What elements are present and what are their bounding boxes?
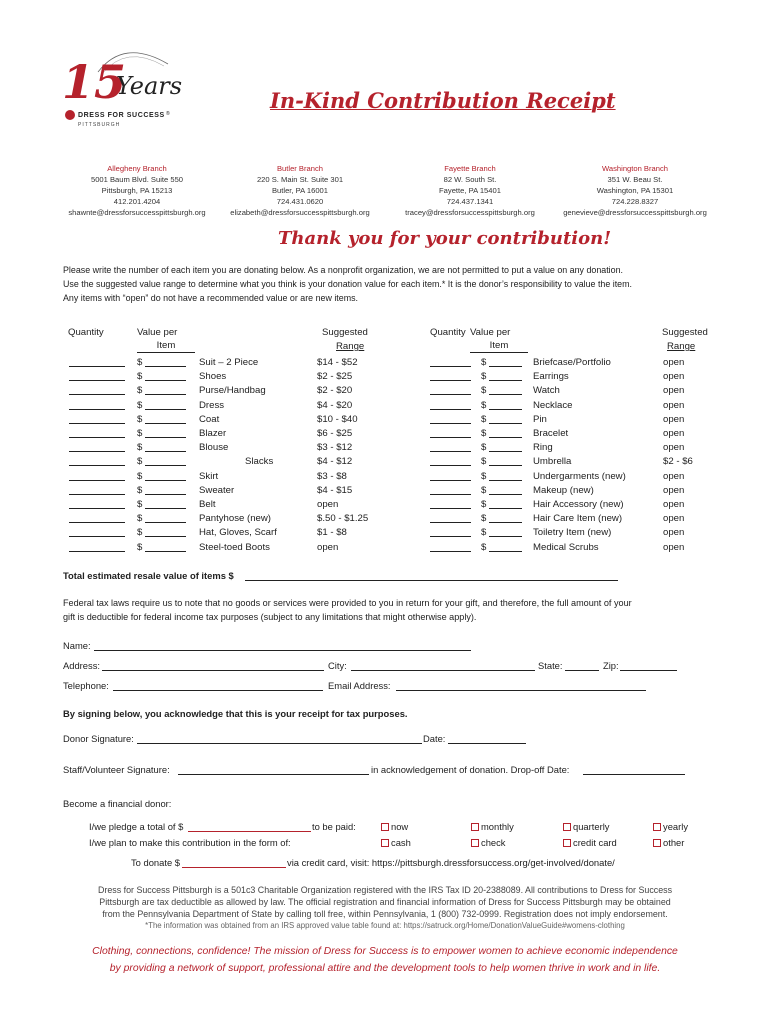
quantity-input[interactable] [430, 384, 471, 395]
yearly-label: yearly [663, 821, 689, 832]
quarterly-label: quarterly [573, 821, 610, 832]
item-range: $10 - $40 [317, 413, 358, 425]
dress-for-success-logo [58, 44, 190, 132]
dollar-sign: $ [137, 456, 143, 468]
branch-name: Allegheny Branch [107, 164, 167, 173]
header-quantity: Quantity [68, 327, 104, 338]
monthly-label: monthly [481, 821, 514, 832]
item-name: Purse/Handbag [199, 385, 266, 397]
item-name: Belt [199, 499, 216, 510]
option-now[interactable] [381, 821, 408, 832]
name-label: Name: [63, 640, 91, 651]
footer-line-3: from the Pennsylvania Department of State by calling toll free, within Pennsylvania, 1 (800) 732-0999. Registration does not imply endorsement. [102, 909, 668, 919]
dollar-sign: $ [481, 428, 487, 439]
tax-note-line-2: gift is deductible for federal income tax purposes (subject to any limitations that might otherwise apply). [63, 612, 477, 622]
check-label: check [481, 837, 506, 848]
address-input[interactable] [102, 670, 324, 671]
branch-phone: 724.437.1341 [446, 197, 494, 206]
quantity-input[interactable] [430, 441, 471, 452]
value-input[interactable] [489, 370, 522, 381]
zip-label: Zip: [603, 660, 619, 671]
table-row [0, 512, 770, 526]
branch-washington [550, 163, 720, 218]
dollar-sign: $ [137, 470, 143, 482]
branch-allegheny [52, 163, 222, 218]
acknowledgement-label: in acknowledgement of donation. Drop-off Date: [371, 764, 570, 775]
dollar-sign: $ [137, 499, 143, 510]
mission-line-1: Clothing, connections, confidence! The mission of Dress for Success is to empower women to achieve economic independence [92, 946, 678, 957]
item-name: Hat, Gloves, Scarf [199, 527, 277, 539]
value-input[interactable] [489, 413, 522, 424]
value-input[interactable] [489, 384, 522, 395]
item-range: $.50 - $1.25 [317, 513, 369, 525]
donate-amount-input[interactable] [182, 867, 286, 868]
logo-years: Years [116, 72, 183, 100]
branch-butler [215, 163, 385, 218]
email-input[interactable] [396, 690, 646, 691]
dollar-sign: $ [137, 385, 143, 397]
header-range [336, 340, 364, 354]
item-name: Earrings [533, 371, 569, 383]
branch-email[interactable]: shawnte@dressforsuccesspittsburgh.org [68, 208, 206, 217]
telephone-label: Telephone: [63, 680, 109, 691]
branch-address-line1: 351 W. Beau St. [607, 175, 663, 184]
dollar-sign: $ [481, 541, 487, 553]
page-title: In-Kind Contribution Receipt [270, 88, 616, 113]
dollar-sign: $ [137, 513, 143, 525]
footnote: *The information was obtained from an IRS approved value table found at: https://satruck.org/Home/DonationValueGuide#womens-clothing [145, 921, 625, 930]
dollar-sign: $ [481, 371, 487, 383]
item-range: $14 - $52 [317, 357, 358, 368]
branch-email[interactable]: elizabeth@dressforsuccesspittsburgh.org [230, 208, 370, 217]
item-name: Toiletry Item (new) [533, 527, 612, 539]
item-range: open [663, 385, 685, 397]
donate-label: To donate $ [131, 857, 180, 868]
item-range: $6 - $25 [317, 428, 353, 439]
logo-city: PITTSBURGH [78, 122, 121, 128]
donor-signature-input[interactable] [137, 743, 422, 744]
thank-you-heading: Thank you for your contribution! [278, 228, 612, 249]
quantity-input[interactable] [430, 498, 471, 509]
table-row [0, 413, 770, 427]
branch-phone: 412.201.4204 [113, 197, 161, 206]
header-suggested-right: Suggested [662, 327, 708, 338]
branch-name: Butler Branch [276, 164, 323, 173]
dollar-sign: $ [481, 399, 487, 411]
item-range: $4 - $15 [317, 484, 353, 496]
intro-line-2: Use the suggested value range to determine what you think is your donation value for each item.* It is the donor’s responsibility to value the item. [63, 279, 632, 289]
header-value-per: Value per [137, 327, 178, 338]
item-range: open [663, 442, 685, 454]
value-input[interactable] [489, 526, 522, 537]
option-monthly[interactable] [471, 821, 514, 832]
total-input[interactable] [245, 580, 618, 581]
item-name: Dress [199, 399, 225, 411]
logo-reg: ® [166, 111, 170, 117]
credit-card-checkbox[interactable] [563, 839, 571, 847]
item-range: open [663, 513, 685, 525]
quantity-input[interactable] [430, 541, 471, 552]
quantity-input[interactable] [430, 370, 471, 381]
logo-15: 15 [62, 55, 127, 109]
table-row [0, 484, 770, 498]
dollar-sign: $ [137, 357, 143, 368]
become-donor-label: Become a financial donor: [63, 798, 172, 809]
item-name: Blazer [199, 428, 227, 439]
pledge-amount-input[interactable] [188, 831, 311, 832]
item-range: open [663, 428, 685, 439]
item-range: open [663, 357, 685, 368]
item-range: open [317, 499, 339, 510]
dollar-sign: $ [481, 442, 487, 454]
item-name: Bracelet [533, 428, 569, 439]
option-credit-card[interactable] [563, 837, 617, 848]
date-input[interactable] [448, 743, 526, 744]
other-label: other [663, 837, 685, 848]
cash-label: cash [391, 837, 411, 848]
item-range: open [663, 499, 685, 510]
item-name: Hair Accessory (new) [533, 499, 624, 510]
donor-signature-label: Donor Signature: [63, 733, 134, 744]
staff-signature-input[interactable] [178, 774, 369, 775]
header-item: Item [137, 340, 195, 353]
city-label: City: [328, 660, 347, 671]
item-name: Sweater [199, 484, 235, 496]
mission-line-2: by providing a network of support, professional attire and the development tools to help women thrive in work and in life. [109, 963, 661, 974]
dollar-sign: $ [481, 413, 487, 425]
item-name: Blouse [199, 442, 229, 454]
branch-email[interactable]: genevieve@dressforsuccesspittsburgh.org [563, 208, 707, 217]
zip-input[interactable] [620, 670, 677, 671]
item-name: Undergarments (new) [533, 470, 626, 482]
header-range-text: Range [336, 341, 365, 352]
email-label: Email Address: [328, 680, 391, 691]
value-input[interactable] [489, 541, 522, 552]
header-range-right [667, 340, 695, 354]
header-range-right-text: Range [667, 341, 696, 352]
dollar-sign: $ [481, 499, 487, 510]
item-range: open [317, 541, 339, 553]
branch-address-line2: Butler, PA 16001 [271, 186, 328, 195]
dollar-sign: $ [137, 399, 143, 411]
item-name: Watch [533, 385, 560, 397]
quantity-input[interactable] [430, 413, 471, 424]
dollar-sign: $ [137, 442, 143, 454]
total-label: Total estimated resale value of items $ [63, 570, 234, 581]
quantity-input[interactable] [430, 399, 471, 410]
item-range: open [663, 527, 685, 539]
monthly-checkbox[interactable] [471, 823, 479, 831]
dollar-sign: $ [137, 428, 143, 439]
item-name: Medical Scrubs [533, 541, 599, 553]
plan-label: I/we plan to make this contribution in the form of: [89, 837, 291, 848]
quantity-input[interactable] [430, 427, 471, 438]
footer-line-1: Dress for Success Pittsburgh is a 501c3 Charitable Organization registered with the IRS Tax ID 20-2388089. All contributions to Dress for Success [97, 885, 673, 895]
check-checkbox[interactable] [471, 839, 479, 847]
staff-signature-label: Staff/Volunteer Signature: [63, 764, 170, 775]
branch-address-line2: Fayette, PA 15401 [439, 186, 501, 195]
option-yearly[interactable] [653, 821, 688, 832]
quarterly-checkbox[interactable] [563, 823, 571, 831]
item-name: Umbrella [533, 456, 572, 468]
quantity-input[interactable] [430, 484, 471, 495]
item-range: $3 - $8 [317, 470, 347, 482]
item-range: open [663, 371, 685, 383]
item-name: Briefcase/Portfolio [533, 357, 611, 368]
item-name: Necklace [533, 399, 573, 411]
branch-address-line1: 220 S. Main St. Suite 301 [256, 175, 344, 184]
table-row [0, 455, 770, 469]
value-input[interactable] [489, 399, 522, 410]
footer-line-2: Pittsburgh are tax deductible as allowed by law. The official registration and financial information of Dress for Success Pittsburgh may be obtained [99, 897, 671, 907]
dollar-sign: $ [137, 371, 143, 383]
option-quarterly[interactable] [563, 821, 609, 832]
item-name: Coat [199, 413, 220, 425]
quantity-input[interactable] [430, 512, 471, 523]
quantity-input[interactable] [430, 455, 471, 466]
signing-note: By signing below, you acknowledge that this is your receipt for tax purposes. [63, 708, 408, 719]
intro-line-1: Please write the number of each item you are donating below. As a nonprofit organization, we are not permitted to put a value on any donation. [63, 265, 623, 275]
value-input[interactable] [489, 512, 522, 523]
item-range: open [663, 399, 685, 411]
cash-checkbox[interactable] [381, 839, 389, 847]
item-range: open [663, 470, 685, 482]
value-input[interactable] [489, 441, 522, 452]
table-row [0, 399, 770, 413]
dollar-sign: $ [137, 484, 143, 496]
value-input[interactable] [489, 484, 522, 495]
branch-fayette [385, 163, 555, 218]
tax-note-line-1: Federal tax laws require us to note that no goods or services were provided to you in return for your gift, and therefore, the full amount of your [63, 598, 632, 608]
table-row [0, 356, 770, 370]
dollar-sign: $ [137, 541, 143, 553]
value-input[interactable] [489, 470, 522, 481]
table-row [0, 427, 770, 441]
branch-address-line1: 82 W. South St. [443, 175, 497, 184]
quantity-input[interactable] [430, 356, 471, 367]
table-row [0, 498, 770, 512]
item-range: $2 - $6 [663, 456, 693, 468]
state-input[interactable] [565, 670, 599, 671]
dollar-sign: $ [137, 413, 143, 425]
table-row [0, 526, 770, 540]
item-name: Shoes [199, 371, 227, 383]
dropoff-date-input[interactable] [583, 774, 685, 775]
dollar-sign: $ [481, 484, 487, 496]
paid-label: to be paid: [312, 821, 356, 832]
date-label: Date: [423, 733, 446, 744]
credit-card-label: credit card [573, 837, 617, 848]
branch-address-line2: Pittsburgh, PA 15213 [101, 186, 173, 195]
branch-email[interactable]: tracey@dressforsuccesspittsburgh.org [405, 208, 535, 217]
now-checkbox[interactable] [381, 823, 389, 831]
header-suggested: Suggested [322, 327, 368, 338]
item-range: open [663, 413, 685, 425]
header-value-per-right: Value per [470, 327, 511, 338]
value-input[interactable] [489, 356, 522, 367]
item-range: $3 - $12 [317, 442, 353, 454]
item-name: Steel-toed Boots [199, 541, 270, 553]
telephone-input[interactable] [113, 690, 323, 691]
branch-phone: 724.228.8327 [611, 197, 659, 206]
dollar-sign: $ [481, 527, 487, 539]
brand-mark-icon [65, 110, 75, 120]
table-row [0, 541, 770, 555]
option-cash[interactable] [381, 837, 411, 848]
logo-graphic [58, 44, 190, 132]
table-row [0, 370, 770, 384]
value-input[interactable] [489, 427, 522, 438]
item-name: Skirt [199, 470, 219, 482]
quantity-input[interactable] [430, 526, 471, 537]
logo-brand: DRESS FOR SUCCESS [78, 112, 165, 119]
address-label: Address: [63, 660, 100, 671]
table-row [0, 470, 770, 484]
item-name: Suit – 2 Piece [199, 357, 259, 368]
item-name: Ring [533, 442, 553, 454]
header-item-right: Item [470, 340, 528, 353]
item-range: $2 - $25 [317, 371, 353, 383]
branch-name: Fayette Branch [444, 164, 496, 173]
value-input[interactable] [489, 455, 522, 466]
city-input[interactable] [351, 670, 535, 671]
quantity-input[interactable] [430, 470, 471, 481]
dollar-sign: $ [481, 357, 487, 368]
branch-address-line1: 5001 Baum Blvd. Suite 550 [90, 175, 184, 184]
item-name: Makeup (new) [533, 484, 594, 496]
item-range: $4 - $20 [317, 399, 353, 411]
state-label: State: [538, 660, 563, 671]
dollar-sign: $ [481, 470, 487, 482]
value-input[interactable] [489, 498, 522, 509]
dollar-sign: $ [481, 385, 487, 397]
option-other[interactable] [653, 837, 684, 848]
branch-name: Washington Branch [602, 164, 668, 173]
now-label: now [391, 821, 409, 832]
donate-via-link[interactable]: via credit card, visit: https://pittsburgh.dressforsuccess.org/get-involved/donate/ [287, 857, 615, 868]
option-check[interactable] [471, 837, 506, 848]
item-range: $2 - $20 [317, 385, 353, 397]
branch-address-line2: Washington, PA 15301 [596, 186, 674, 195]
dollar-sign: $ [481, 456, 487, 468]
table-row [0, 384, 770, 398]
item-name: Slacks [245, 456, 274, 468]
dollar-sign: $ [137, 527, 143, 539]
item-range: $4 - $12 [317, 456, 353, 468]
branch-phone: 724.431.0620 [276, 197, 324, 206]
dollar-sign: $ [481, 513, 487, 525]
name-input[interactable] [94, 650, 471, 651]
item-name: Hair Care Item (new) [533, 513, 623, 525]
item-range: $1 - $8 [317, 527, 347, 539]
intro-line-3: Any items with “open” do not have a recommended value or are new items. [63, 293, 358, 303]
item-range: open [663, 484, 685, 496]
pledge-label: I/we pledge a total of $ [89, 821, 184, 832]
item-name: Pantyhose (new) [199, 513, 271, 525]
header-quantity-right: Quantity [430, 327, 466, 338]
yearly-checkbox[interactable] [653, 823, 661, 831]
other-checkbox[interactable] [653, 839, 661, 847]
table-row [0, 441, 770, 455]
item-name: Pin [533, 413, 547, 425]
item-range: open [663, 541, 685, 553]
